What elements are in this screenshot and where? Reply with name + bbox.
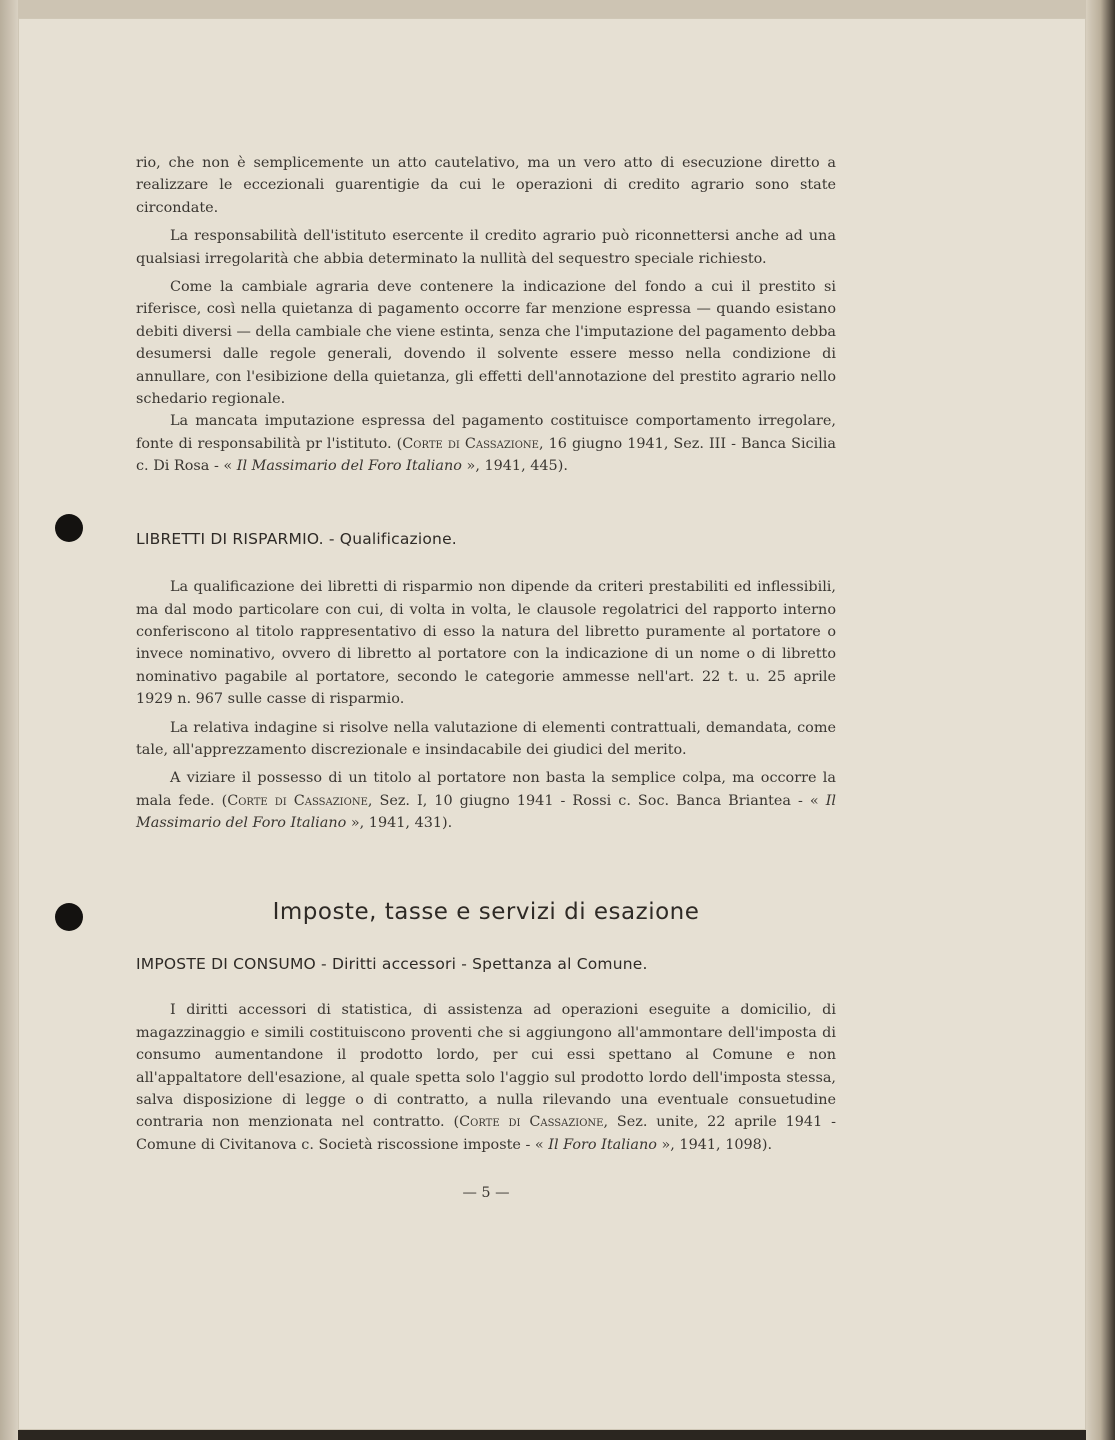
page-content (136, 152, 836, 1205)
court-name: Corte di Cassazione (459, 1114, 604, 1131)
journal-title: Il Foro Italiano (548, 1136, 657, 1153)
paragraph: rio, che non è semplicemente un atto cautelativo, ma un vero atto di esecuzione diretto a realizzare le eccezionali guarentigie da cui le operazioni di credito agrario sono state circondate. (136, 155, 836, 216)
section-heading-libretti: LIBRETTI DI RISPARMIO. - Qualificazione. (136, 529, 457, 548)
paragraph: La responsabilità dell'istituto esercente il credito agrario può riconnettersi anche ad una qualsiasi irregolarità che abbia determinato la nullità del sequestro speciale richiesto. (136, 228, 836, 267)
journal-title: Il Massimario del Foro Italiano (236, 458, 462, 475)
court-name: Corte di Cassazione (402, 435, 539, 452)
binder-hole (55, 514, 83, 542)
journal-title: Il Massimario del Foro Italiano (136, 792, 836, 832)
section-title: Imposte, tasse e servizi di esazione (272, 898, 700, 925)
page-number: — 5 — (462, 1185, 510, 1202)
binder-hole (55, 903, 83, 931)
scan-top-edge (0, 0, 1115, 18)
paragraph: La qualificazione dei libretti di risparmio non dipende da criteri prestabiliti ed inflessibili, ma dal modo particolare con cui, di volta in volta, le clausole regolatrici del rapporto interno conferiscono al titolo rappresentativo di esso la natura del libretto puramente al portatore o invece nominativo, ovvero di libretto al portatore con la indicazione di un nome o di libretto nominativo pagabile al portatore, secondo le categorie ammesse nell'art. 22 t. u. 25 aprile 1929 n. 967 sulle casse di risparmio. (136, 579, 836, 708)
paragraph-with-citation: I diritti accessori di statistica, di assistenza ad operazioni eseguite a domicilio, di magazzinaggio e simili costituiscono proventi che si aggiungono all'ammontare dell'imposta di consumo aumentandone il prodotto lordo, per cui essi spettano al Comune e non all'appaltatore dell'esazione, al quale spetta solo l'aggio sul prodotto lordo dell'imposta stessa, salva disposizione di legge o di contratto, a nulla rilevando una eventuale consuetudine contraria non menzionata nel contratto. (Corte di Cassazione, Sez. unite, 22 aprile 1941 - Comune di Civitanova c. Società riscossione imposte - « Il Foro Italiano », 1941, 1098). (136, 1002, 836, 1153)
paragraph-with-citation: A viziare il possesso di un titolo al portatore non basta la semplice colpa, ma occorre la mala fede. (Corte di Cassazione, Sez. I, 10 giugno 1941 - Rossi c. Soc. Banca Briantea - « Il Massimario del Foro Italiano », 1941, 431). (136, 770, 836, 832)
paragraph: La relativa indagine si risolve nella valutazione di elementi contrattuali, demandata, come tale, all'apprezzamento discrezionale e insindacabile dei giudici del merito. (136, 719, 836, 758)
previous-page-edge (0, 0, 18, 1440)
court-name: Corte di Cassazione (227, 792, 368, 809)
next-page-edge (1086, 0, 1115, 1440)
paragraph-with-citation: La mancata imputazione espressa del pagamento costituisce comportamento irregolare, fonte di responsabilità pr l'istituto. (Corte di Cassazione, 16 giugno 1941, Sez. III - Banca Sicilia c. Di Rosa - « Il Massimario del Foro Italiano », 1941, 445). (136, 413, 836, 475)
section-heading-imposte: IMPOSTE DI CONSUMO - Diritti accessori - Spettanza al Comune. (136, 954, 648, 973)
paragraph: Come la cambiale agraria deve contenere la indicazione del fondo a cui il prestito si riferisce, così nella quietanza di pagamento occorre far menzione espressa — quando esistano debiti diversi — della cambiale che viene estinta, senza che l'imputazione del pagamento debba desumersi dalle regole generali, dovendo il solvente essere messo nella condizione di annullare, con l'esibizione della quietanza, gli effetti dell'annotazione del prestito agrario nello schedario regionale. (136, 279, 836, 408)
